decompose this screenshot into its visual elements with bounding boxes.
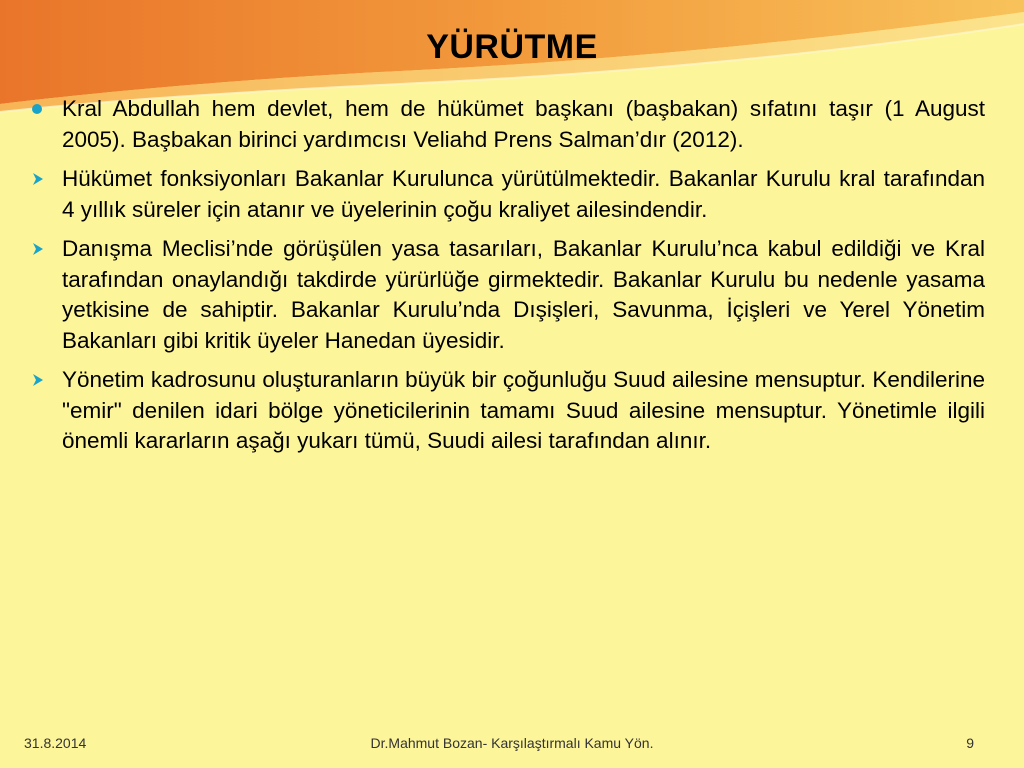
page-number: 9 [966, 735, 974, 751]
arrow-bullet-icon [30, 372, 46, 388]
bullet-item [30, 365, 985, 457]
arrow-bullet-icon [30, 241, 46, 257]
bullet-text: Kral Abdullah hem devlet, hem de hükümet başkanı (başbakan) sıfatını taşır (1 August 2005). Başbakan birinci yardımcısı Veliahd Prens Salman’dır (2012). [62, 96, 985, 152]
bullet-item [30, 94, 985, 155]
footer-author: Dr.Mahmut Bozan- Karşılaştırmalı Kamu Yön. [370, 735, 654, 751]
circle-bullet-icon [32, 104, 42, 114]
bullet-text: Hükümet fonksiyonları Bakanlar Kurulunca yürütülmektedir. Bakanlar Kurulu kral tarafından 4 yıllık süreler için atanır ve üyelerinin çoğu kraliyet ailesindendir. [62, 166, 985, 222]
slide-title: YÜRÜTME [426, 28, 598, 66]
footer-date: 31.8.2014 [24, 735, 87, 751]
bullet-list [30, 94, 985, 466]
bullet-text: Yönetim kadrosunu oluşturanların büyük bir çoğunluğu Suud ailesine mensuptur. Kendilerine "emir" denilen idari bölge yöneticilerinin tamamı Suud ailesine mensuptur. Yönetimle ilgili önemli kararların aşağı yukarı tümü, Suudi ailesi tarafından alınır. [62, 367, 985, 453]
bullet-text: Danışma Meclisi’nde görüşülen yasa tasarıları, Bakanlar Kurulu’nca kabul edildiği ve Kral tarafından onaylandığı takdirde yürürlüğe girmektedir. Bakanlar Kurulu bu nedenle yasama yetkisine de sahiptir. Bakanlar Kurulu’nda Dışişleri, Savunma, İçişleri ve Yerel Yönetim Bakanları gibi kritik üyeler Hanedan üyesidir. [62, 236, 985, 353]
bullet-item [30, 234, 985, 356]
bullet-item [30, 164, 985, 225]
arrow-bullet-icon [30, 171, 46, 187]
